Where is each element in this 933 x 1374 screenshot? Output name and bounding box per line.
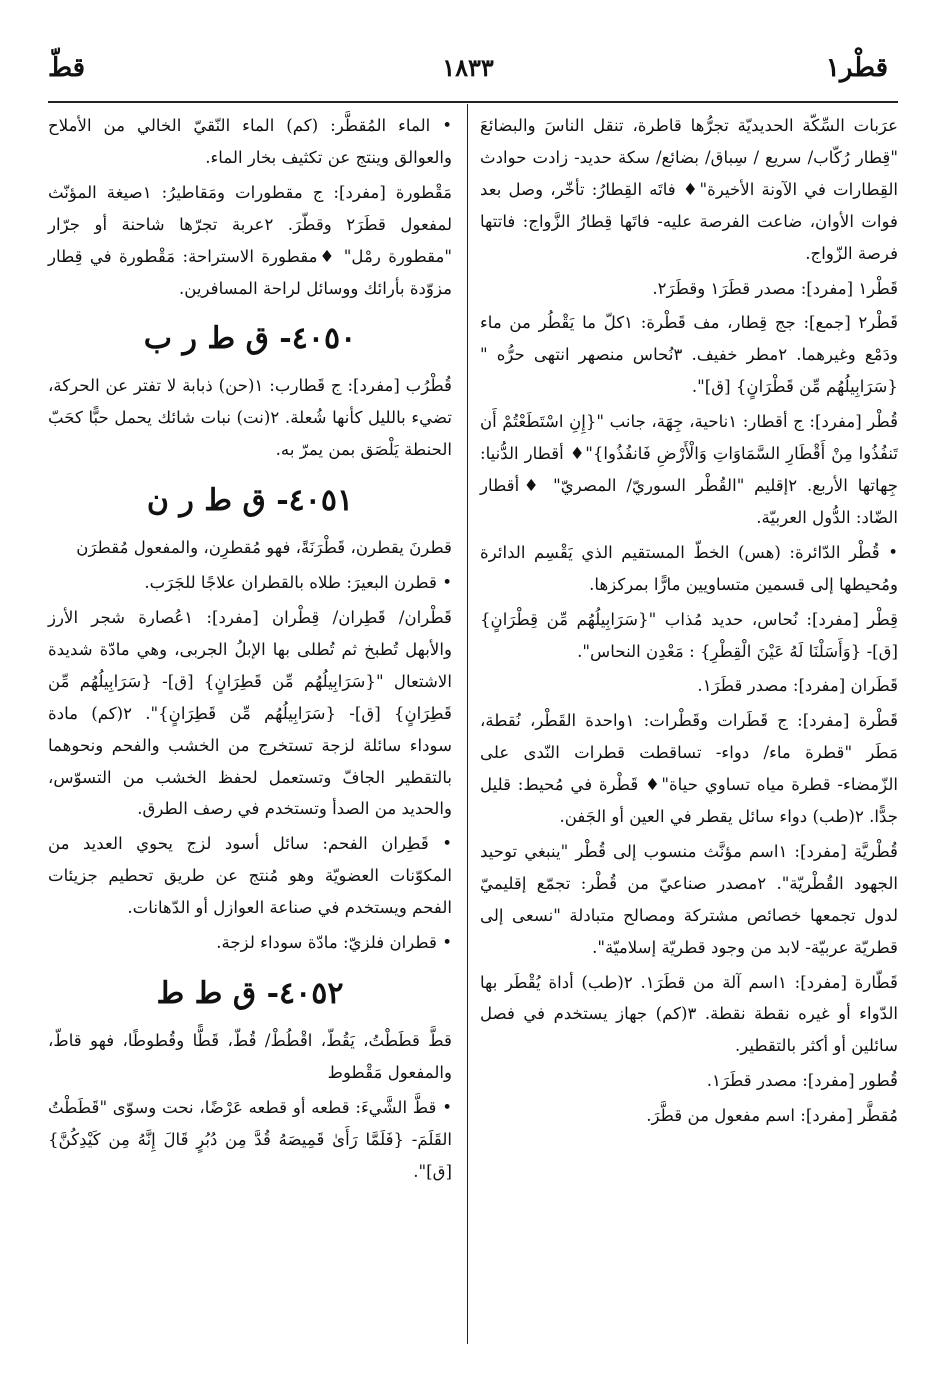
entry: قُطْرُب [مفرد]: ج قَطارب: ١(حن) ذبابة لا تفتر عن الحركة، تضيء بالليل كأنها شُعلة. ٢(نت) نبات شائك يحمل حبًّا كحَبّ الحنطة يَلْصَق بمن يمرّ به. xyxy=(48,376,452,460)
entry: قُطْريَّة [مفرد]: ١اسم مؤنَّث منسوب إلى قُطْر "ينبغي توحيد الجهود القُطْريّة". ٢مصدر صناعيّ من قُطْر: تجمّع إقليميّ لدول تجمعها خصائص مشتركة ومصالح متبادلة "نسعى إلى قطريّة عربيّة- لابد من وجود قطريّة إسلاميّة". xyxy=(480,841,899,957)
column-divider xyxy=(467,104,468,1344)
entry: قَطْرة [مفرد]: ج قَطَرات وقَطْرات: ١واحدة القَطْر، نُقطة، مَطَر "قطرة ماء/ دواء- تساقطت قطرات النّدى على الزّمضاء- قطرة مياه تساوي حياة"♦ قَطْرة في مُحيط: قليل جدًّا. ٢(طب) دواء سائل يقطر في العين أو الجَفن. xyxy=(480,711,898,827)
entry: مُقطَّر [مفرد]: اسم مفعول من قطَّرَ. xyxy=(646,1106,898,1126)
entry: • قطَّ الشَّيءَ: قطعه أو قطعه عَرْضًا، نحت وسوّى "قَطَطْتُ القَلَمَ- {فَلَمَّا رَأَىٰ قَمِيصَهُ قُدَّ مِن دُبُرٍ قَالَ إِنَّهُ مِن كَيْدِكُنَّ} [ق]". xyxy=(48,1097,452,1181)
entry: قَطْر٢ [جمع]: جج قِطار، مف قَطْرة: ١كلّ ما يَقْطُر من ماء ودَمْع وغيرهما. ٢مطر خفيف. ٣نُحاس منصهر انتهى حرُّه "{سَرَابِيلُهُم مِّن قَطْرَانٍ} [ق]". xyxy=(480,313,898,397)
entry: قَطّارة [مفرد]: ١اسم آلة من قطَرَ١. ٢(طب) أداة يُقْطَر بها الدّواء أو غيره نقطة نقطة. ٣(كم) جهاز يستخدم في فصل سائلين أو أكثر بالتقطير. xyxy=(480,972,899,1056)
header-headword: قطْر١ xyxy=(825,53,888,83)
entry: قَطْر١ [مفرد]: مصدر قطَرَ١ وقطَرَ٢. xyxy=(652,278,898,298)
entry: قَطَران [مفرد]: مصدر قطَرَ١. xyxy=(697,676,898,696)
entry: قطَّ قطَطْتُ، يَقُطّ، اقْطُطْ/ قُطّ، قَطًّا وقُطوطًا، فهو قاطّ، والمفعول مَقْطوط xyxy=(48,1030,452,1082)
left-column xyxy=(48,110,452,1190)
entry: مَقْطورة [مفرد]: ج مقطورات ومَقاطيرُ: ١صيغة المؤنّث لمفعول قطَرَ٢ وقطّرَ. ٢عربة تجرّها شاحنة أو جرّار "مقطورة رمْل" ♦مقطورة الاستراحة: مَقْطورة في قِطار مزوّدة بأرائك ووسائل لراحة المسافرين. xyxy=(48,182,452,298)
entry: • قُطْر الدّائرة: (هس) الخطّ المستقيم الذي يَقْسِم الدائرة ومُحيطها إلى قسمين متساويين مارًّا بمركزها. xyxy=(480,542,898,594)
header-rule xyxy=(48,101,898,103)
entry: قَطْران/ قَطِران/ قِطْران [مفرد]: ١عُصارة شجر الأرز والأبهل تُطبخ ثم تُطلى بها الإبلُ الجربى، وهي مادّة شديدة الاشتعال "{سَرَابِيلُهُم مِّن قَطِرَانٍ} [ق]- {سَرَابِيلُهُم مِّن قَطِرَانٍ} [ق]- {سَرَابِيلُهُم مِّن قَطِرَانٍ}". ٢(كم) مادة سوداء سائلة لزجة تستخرج من الخشب والفحم ونحوهما بالتقطير الجافّ وتستعمل لحفظ الخشب من التسوّس، والحديد من الصدأ وتستخدم في رصف الطرق. xyxy=(48,607,452,819)
root-heading: ٤٠٥١- ق ط ر ن xyxy=(146,483,354,519)
right-column xyxy=(480,110,898,1135)
entry: عرَبات السِّكّة الحديديّة تجرُّها قاطرة، تنقل الناسَ والبضائعَ "قِطار رُكّاب/ سريع / سِباق/ بضائع/ سكة حديد- زادت حوادث القِطارات في الآونة الأخيرة"♦ فاتَه القِطارُ: تأخّر، وصل بعد فوات الأوان، ضاعت الفرصة عليه- فاتَها قِطارُ الزَّواج: فاتتها فرصة الزّواج. xyxy=(480,116,898,263)
entry: • قطران فلزيّ: مادّة سوداء لزجة. xyxy=(216,933,452,953)
root-heading: ٤٠٥٠- ق ط ر ب xyxy=(143,321,357,357)
entry: • قَطِران الفحم: سائل أسود لزج يحوي العديد من المكوّنات العضويّة وهو مُنتج عن طريق تحطيم جزيئات الفحم ويستخدم في صناعة العوازل أو الدّهانات. xyxy=(48,834,452,918)
root-heading: ٤٠٥٢- ق ط ط xyxy=(156,975,344,1011)
entry: قطرنَ يقطرن، قَطْرَنَةً، فهو مُقطرِن، والمفعول مُقطرَن xyxy=(76,538,452,558)
page-header xyxy=(48,44,888,92)
entry: • الماء المُقطَّر: (كم) الماء النّقيّ الخالي من الأملاح والعوالق وينتج عن تكثيف بخار الماء. xyxy=(48,116,452,167)
entry: قُطْر [مفرد]: ج أقطار: ١ناحية، جِهَة، جانب "{إِنِ اسْتَطَعْتُمْ أَن تَنفُذُوا مِنْ أَقْطَارِ السَّمَاوَاتِ وَالْأَرْضِ فَانفُذُوا}"♦ أقطار الدُّنيا: جِهاتها الأربع. ٢إقليم "القُطْر السوريّ/ المصريّ" ♦أقطار الضّاد: الدُّول العربيّة. xyxy=(480,412,898,527)
page-number: ١٨٣٣ xyxy=(442,53,494,82)
entry: • قطرن البعيرَ: طلاه بالقطران علاجًا للجَرَب. xyxy=(144,573,452,593)
entry: قُطور [مفرد]: مصدر قطَرَ١. xyxy=(706,1071,898,1091)
header-guide-word: قطّ xyxy=(48,53,86,83)
entry: قِطْر [مفرد]: نُحاس، حديد مُذاب "{سَرَابِيلُهُم مِّن قِطْرَانٍ} [ق]- {وَأَسَلْنَا لَهُ عَيْنَ الْقِطْرِ} : مَعْدِن النحاس". xyxy=(480,609,898,661)
